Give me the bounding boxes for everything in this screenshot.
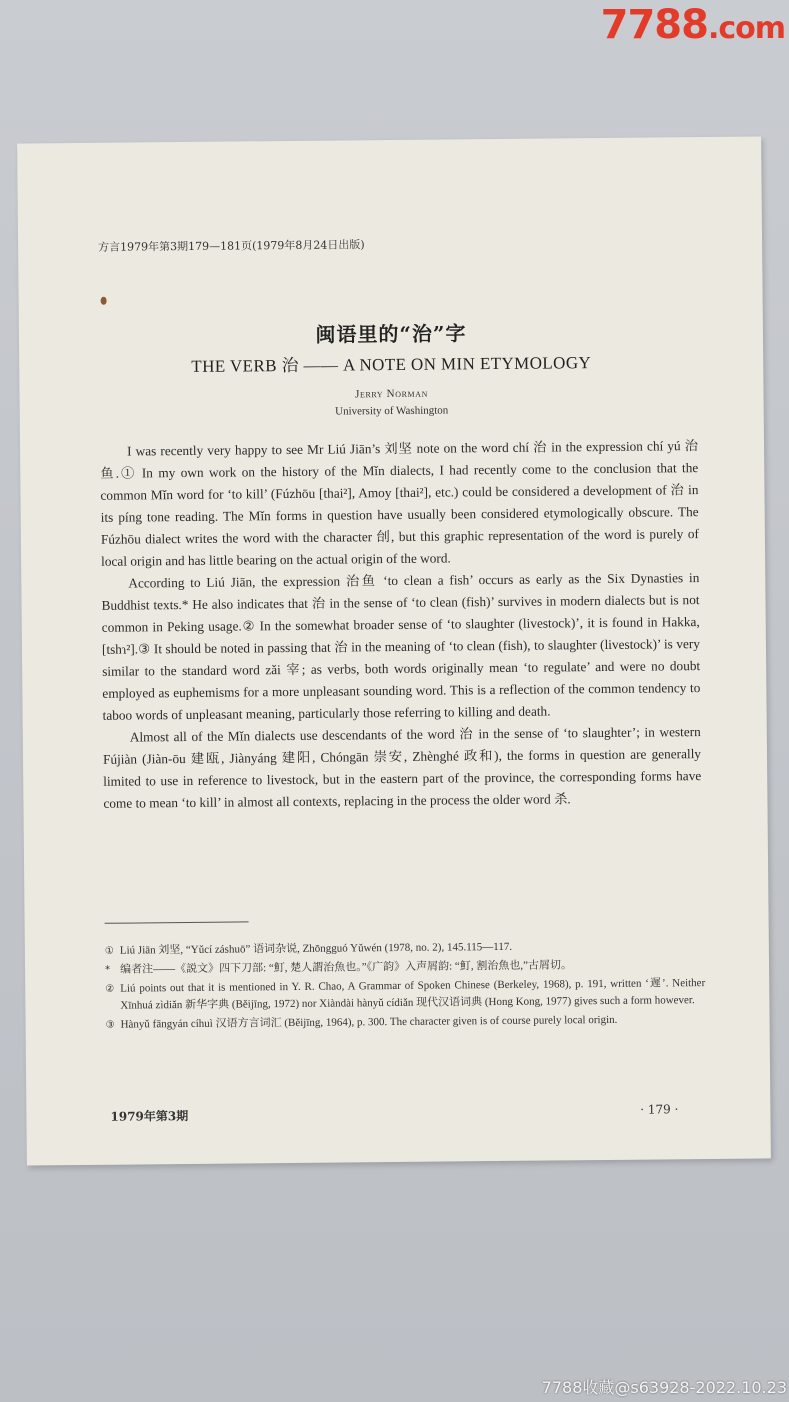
issue-label: 1979年第3期 [110, 1108, 189, 1124]
paragraph: I was recently very happy to see Mr Liú Jiān’s 刘坚 note on the word chí 治 in the expression chí yú 治鱼.① In my own work on the history of the Mǐn dialects, I had recently come to the conclusion that the common Mǐn word for ‘to kill’ (Fúzhōu [thai²], Amoy [thai²], etc.) could be considered a development of 治 in its píng tone reading. The Mǐn forms in question have usually been considered etymologically obscure. The Fúzhōu dialect writes the word with the character 刣, but this graphic representation of the word is purely of local origin and has little bearing on the actual origin of the word. [100, 438, 699, 569]
page-number: · 179 · [640, 1102, 679, 1117]
author-affiliation: University of Washington [335, 404, 449, 418]
paper-stain [101, 297, 107, 305]
footnote-marker: * [104, 964, 111, 976]
journal-page [17, 136, 771, 1165]
footnote-marker: ② [105, 983, 115, 995]
footnote-text: Hànyǔ fāngyán cíhuì 汉语方言词汇 (Běijīng, 1964), p. 300. The character given is of course purely local origin. [120, 1013, 618, 1031]
watermark-text: 7788收藏@s63928-2022.10.23 [541, 1378, 787, 1397]
article-title-chinese: 闽语里的“治”字 [315, 321, 467, 347]
article-body [100, 435, 702, 815]
footnote-text: 编者注——《説文》四下刀部: “䰳, 楚人謂治魚也。”《广韵》入声屑韵: “䰳, 割治魚也,”古屑切。 [119, 959, 572, 976]
site-logo: 7788.com [600, 2, 785, 48]
footnotes [105, 937, 706, 1036]
article-title-english: THE VERB 治 —— A NOTE ON MIN ETYMOLOGY [191, 353, 592, 376]
paragraph: Almost all of the Mǐn dialects use descendants of the word 治 in the sense of ‘to slaughter’; in western Fújiàn (Jiàn-ōu 建瓯, Jiànyáng 建阳, Chóngān 崇安, Zhènghé 政和), the forms in question are generally limited to use in reference to livestock, but in the eastern part of the province, the corresponding forms have come to mean ‘to kill’ in almost all contexts, replacing in the process the older word 杀. [102, 724, 702, 811]
footnote-marker: ① [104, 945, 114, 957]
author-name: Jerry Norman [355, 387, 429, 401]
footnote-divider [105, 921, 249, 923]
footnote-marker: ③ [105, 1019, 115, 1031]
journal-header: 方言1979年第3期179—181页(1979年8月24日出版) [98, 238, 365, 254]
footnote-text: Liú points out that it is mentioned in Y. R. Chao, A Grammar of Spoken Chinese (Berkeley, 1968), p. 191, written ‘遲’. Neither Xīnhuá zìdiǎn 新华字典 (Běijīng, 1972) nor Xiàndài hànyǔ cídiǎn 现代汉语词典 (Hong Kong, 1977) gives such a form however. [120, 977, 706, 1012]
footnote-text: Liú Jiān 刘坚, “Yǔcí záshuō” 语词杂说, Zhōngguó Yǔwén (1978, no. 2), 145.115—117. [119, 940, 513, 957]
paragraph: According to Liú Jiān, the expression 治鱼 ‘to clean a fish’ occurs as early as the Six Dynasties in Buddhist texts.* He also indicates that 治 in the sense of ‘to clean (fish)’ survives in modern dialects but is not common in Peking usage.② In the somewhat broader sense of ‘to slaughter (livestock)’, it is found in Hakka, [tshɿ²].③ It should be noted in passing that 治 in the meaning of ‘to clean (fish), to slaughter (livestock)’ is very similar to the standard word zǎi 宰; as verbs, both words originally mean ‘to regulate’ and were no doubt employed as euphemisms for a more unpleasant sounding word. This is a reflection of the common tendency to taboo words of unpleasant meaning, particularly those referring to killing and death. [101, 570, 701, 723]
footnote [105, 1011, 705, 1034]
footnote [105, 975, 705, 1015]
